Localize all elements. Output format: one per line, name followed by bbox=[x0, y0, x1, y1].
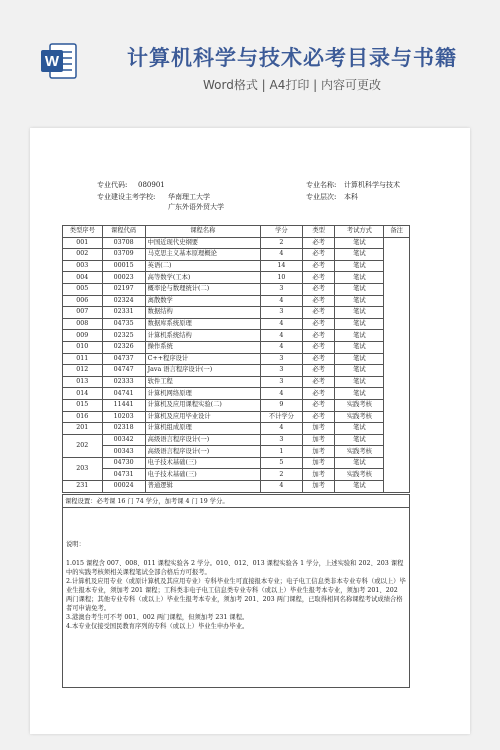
cell-credit: 5 bbox=[260, 457, 302, 469]
cell-credit: 9 bbox=[260, 399, 302, 411]
cell-exam-method: 笔试 bbox=[335, 237, 384, 249]
cell-course-name: 马克思主义基本原理概论 bbox=[145, 249, 260, 261]
level-label: 专业层次: bbox=[306, 193, 337, 201]
cell-code: 02324 bbox=[102, 295, 145, 307]
cell-exam-method: 笔试 bbox=[335, 318, 384, 330]
cell-exam-method: 笔试 bbox=[335, 295, 384, 307]
word-document-icon bbox=[38, 40, 80, 82]
major-code-value: 080901 bbox=[138, 181, 165, 189]
table-row bbox=[63, 423, 410, 435]
table-row bbox=[63, 295, 410, 307]
table-row bbox=[63, 365, 410, 377]
cell-kind: 必考 bbox=[302, 260, 335, 272]
cell-code: 04747 bbox=[102, 365, 145, 377]
cell-course-name: 计算机系统结构 bbox=[145, 330, 260, 342]
table-row bbox=[63, 318, 410, 330]
cell-type-no: 012 bbox=[63, 365, 103, 377]
cell-type-no: 231 bbox=[63, 481, 103, 493]
cell-course-name: 离散数学 bbox=[145, 295, 260, 307]
cell-exam-method: 笔试 bbox=[335, 330, 384, 342]
cell-kind: 加考 bbox=[302, 457, 335, 469]
cell-course-name: 中国近现代史纲要 bbox=[145, 237, 260, 249]
table-header-row bbox=[63, 226, 410, 238]
cell-kind: 加考 bbox=[302, 434, 335, 446]
table-row bbox=[63, 307, 410, 319]
table-row bbox=[63, 457, 410, 469]
course-settings-summary: 课程设置：必考课 16 门 74 学分，加考课 4 门 19 学分。 bbox=[62, 494, 410, 508]
cell-exam-method: 笔试 bbox=[335, 353, 384, 365]
table-row bbox=[63, 434, 410, 446]
cell-exam-method: 笔试 bbox=[335, 365, 384, 377]
cell-type-no: 002 bbox=[63, 249, 103, 261]
cell-credit: 4 bbox=[260, 423, 302, 435]
cell-code: 04735 bbox=[102, 318, 145, 330]
cell-code: 00015 bbox=[102, 260, 145, 272]
cell-kind: 必考 bbox=[302, 283, 335, 295]
cell-kind: 必考 bbox=[302, 249, 335, 261]
cell-code: 04730 bbox=[102, 457, 145, 469]
cell-code: 00024 bbox=[102, 481, 145, 493]
cell-kind: 必考 bbox=[302, 365, 335, 377]
header-type-no: 类型序号 bbox=[63, 226, 103, 238]
school-label: 专业建设主考学校: bbox=[97, 193, 156, 201]
cell-course-name: 电子技术基础(三) bbox=[145, 469, 260, 481]
cell-exam-method: 笔试 bbox=[335, 272, 384, 284]
table-row bbox=[63, 353, 410, 365]
cell-type-no: 201 bbox=[63, 423, 103, 435]
table-row bbox=[63, 399, 410, 411]
cell-kind: 加考 bbox=[302, 423, 335, 435]
cell-credit: 3 bbox=[260, 307, 302, 319]
cell-kind: 必考 bbox=[302, 330, 335, 342]
cell-course-name: 电子技术基础(三) bbox=[145, 457, 260, 469]
cell-course-name: 计算机及应用课程实验(二) bbox=[145, 399, 260, 411]
cell-kind: 必考 bbox=[302, 307, 335, 319]
cell-course-name: 计算机网络原理 bbox=[145, 388, 260, 400]
table-row bbox=[63, 283, 410, 295]
header-course-name: 课程名称 bbox=[145, 226, 260, 238]
cell-exam-method: 实践考核 bbox=[335, 446, 384, 458]
cell-kind: 必考 bbox=[302, 341, 335, 353]
note-item-1: 1.015 课程含 007、008、011 课程实验各 2 学分。010、012、013 课程实验各 1 学分，上述实验和 202、203 课程中的实践考核须相关课程笔试全部合格后方可报考。 bbox=[66, 560, 404, 576]
cell-code: 02318 bbox=[102, 423, 145, 435]
cell-course-name: 高级语言程序设计(一) bbox=[145, 446, 260, 458]
cell-exam-method: 笔试 bbox=[335, 260, 384, 272]
cell-credit: 4 bbox=[260, 330, 302, 342]
header-remark: 备注 bbox=[384, 226, 410, 238]
cell-kind: 必考 bbox=[302, 237, 335, 249]
cell-code: 02326 bbox=[102, 341, 145, 353]
cell-type-no: 016 bbox=[63, 411, 103, 423]
cell-remark bbox=[384, 237, 410, 492]
cell-type-no: 007 bbox=[63, 307, 103, 319]
major-name-value: 计算机科学与技术 bbox=[344, 181, 400, 189]
cell-course-name: 数据结构 bbox=[145, 307, 260, 319]
cell-course-name: 数据库系统原理 bbox=[145, 318, 260, 330]
cell-credit: 4 bbox=[260, 249, 302, 261]
note-item-3: 3.港澳台考生可不考 001、002 两门课程，但须加考 231 课程。 bbox=[66, 614, 249, 621]
cell-exam-method: 笔试 bbox=[335, 283, 384, 295]
word-icon-letter: W bbox=[44, 53, 60, 70]
cell-exam-method: 实践考核 bbox=[335, 399, 384, 411]
cell-type-no: 010 bbox=[63, 341, 103, 353]
table-row bbox=[63, 341, 410, 353]
cell-exam-method: 笔试 bbox=[335, 423, 384, 435]
notes-section bbox=[66, 540, 406, 631]
table-row bbox=[63, 388, 410, 400]
cell-course-name: 高等数学(工本) bbox=[145, 272, 260, 284]
cell-course-name: Java 语言程序设计(一) bbox=[145, 365, 260, 377]
cell-exam-method: 实践考核 bbox=[335, 411, 384, 423]
cell-course-name: 英语(二) bbox=[145, 260, 260, 272]
cell-exam-method: 笔试 bbox=[335, 341, 384, 353]
cell-type-no: 005 bbox=[63, 283, 103, 295]
level-value: 本科 bbox=[344, 193, 358, 201]
cell-course-name: 概率论与数理统计(二) bbox=[145, 283, 260, 295]
cell-course-name: 计算机及应用毕业设计 bbox=[145, 411, 260, 423]
cell-exam-method: 笔试 bbox=[335, 481, 384, 493]
cell-course-name: 软件工程 bbox=[145, 376, 260, 388]
cell-type-no: 008 bbox=[63, 318, 103, 330]
table-row bbox=[63, 237, 410, 249]
notes-label: 说明： bbox=[66, 541, 85, 548]
cell-credit: 3 bbox=[260, 283, 302, 295]
cell-kind: 加考 bbox=[302, 481, 335, 493]
cell-kind: 必考 bbox=[302, 318, 335, 330]
table-row bbox=[63, 469, 410, 481]
cell-exam-method: 笔试 bbox=[335, 307, 384, 319]
cell-credit: 3 bbox=[260, 365, 302, 377]
cell-code: 11441 bbox=[102, 399, 145, 411]
cell-credit: 4 bbox=[260, 318, 302, 330]
cell-code: 03709 bbox=[102, 249, 145, 261]
cell-kind: 必考 bbox=[302, 411, 335, 423]
cell-type-no: 009 bbox=[63, 330, 103, 342]
cell-credit: 2 bbox=[260, 237, 302, 249]
cell-code: 03708 bbox=[102, 237, 145, 249]
cell-code: 04741 bbox=[102, 388, 145, 400]
cell-type-no: 014 bbox=[63, 388, 103, 400]
cell-credit: 1 bbox=[260, 446, 302, 458]
cell-credit: 2 bbox=[260, 469, 302, 481]
cell-code: 02331 bbox=[102, 307, 145, 319]
cell-credit: 4 bbox=[260, 388, 302, 400]
cell-kind: 必考 bbox=[302, 272, 335, 284]
cell-type-no: 006 bbox=[63, 295, 103, 307]
cell-type-no: 004 bbox=[63, 272, 103, 284]
major-code-label: 专业代码: bbox=[97, 181, 128, 189]
table-row bbox=[63, 249, 410, 261]
cell-credit: 4 bbox=[260, 481, 302, 493]
table-row bbox=[63, 481, 410, 493]
cell-exam-method: 笔试 bbox=[335, 249, 384, 261]
cell-type-no: 001 bbox=[63, 237, 103, 249]
cell-code: 00342 bbox=[102, 434, 145, 446]
header-kind: 类型 bbox=[302, 226, 335, 238]
cell-kind: 加考 bbox=[302, 469, 335, 481]
cell-credit: 4 bbox=[260, 341, 302, 353]
note-item-2: 2.计算机及应用专业（或原计算机及其应用专业）专科毕业生可直接报本专业；电子电工信息类非本专业专科（或以上）毕业生报本专业，须加考 201 课程；工科类非电子电工信息类专业专科（或以上）毕业生报考本专业，须加考 201、202 两门课程；其他专业专科（或以上）毕业生报考本专业，须加考 201、203 两门课程，已取得相同名称课程考试成绩合格者可申请免考。 bbox=[66, 578, 406, 612]
cell-exam-method: 笔试 bbox=[335, 457, 384, 469]
table-row bbox=[63, 411, 410, 423]
cell-code: 00343 bbox=[102, 446, 145, 458]
note-item-4: 4.本专业仅接受国民教育序列的专科（或以上）毕业生申办毕业。 bbox=[66, 623, 249, 630]
cell-exam-method: 笔试 bbox=[335, 434, 384, 446]
header bbox=[0, 0, 500, 110]
cell-credit: 14 bbox=[260, 260, 302, 272]
cell-kind: 必考 bbox=[302, 388, 335, 400]
cell-type-no: 202 bbox=[63, 434, 103, 457]
course-table-body bbox=[63, 237, 410, 492]
table-row bbox=[63, 376, 410, 388]
table-row bbox=[63, 446, 410, 458]
table-row bbox=[63, 272, 410, 284]
cell-kind: 必考 bbox=[302, 353, 335, 365]
header-credit: 学分 bbox=[260, 226, 302, 238]
header-code: 课程代码 bbox=[102, 226, 145, 238]
cell-type-no: 203 bbox=[63, 457, 103, 480]
cell-exam-method: 实践考核 bbox=[335, 469, 384, 481]
header-exam-method: 考试方式 bbox=[335, 226, 384, 238]
major-name-label: 专业名称: bbox=[306, 181, 337, 189]
cell-code: 04731 bbox=[102, 469, 145, 481]
cell-code: 02333 bbox=[102, 376, 145, 388]
cell-type-no: 015 bbox=[63, 399, 103, 411]
cell-exam-method: 笔试 bbox=[335, 388, 384, 400]
cell-credit: 10 bbox=[260, 272, 302, 284]
cell-course-name: 计算机组成原理 bbox=[145, 423, 260, 435]
cell-kind: 加考 bbox=[302, 446, 335, 458]
table-row bbox=[63, 260, 410, 272]
cell-kind: 必考 bbox=[302, 295, 335, 307]
cell-code: 02325 bbox=[102, 330, 145, 342]
cell-credit: 不计学分 bbox=[260, 411, 302, 423]
cell-course-name: 操作系统 bbox=[145, 341, 260, 353]
cell-course-name: 高级语言程序设计(一) bbox=[145, 434, 260, 446]
cell-code: 00023 bbox=[102, 272, 145, 284]
table-row bbox=[63, 330, 410, 342]
cell-code: 04737 bbox=[102, 353, 145, 365]
course-table bbox=[62, 225, 410, 493]
cell-credit: 3 bbox=[260, 434, 302, 446]
page-subtitle: Word格式 | A4打印 | 内容可更改 bbox=[202, 78, 382, 92]
school-value-1: 华南理工大学 bbox=[168, 193, 210, 201]
cell-type-no: 011 bbox=[63, 353, 103, 365]
cell-type-no: 003 bbox=[63, 260, 103, 272]
cell-credit: 3 bbox=[260, 353, 302, 365]
cell-course-name: C++程序设计 bbox=[145, 353, 260, 365]
school-value-2: 广东外语外贸大学 bbox=[168, 203, 224, 211]
page-title: 计算机科学与技术必考目录与书籍 bbox=[127, 46, 457, 70]
cell-exam-method: 笔试 bbox=[335, 376, 384, 388]
cell-code: 10203 bbox=[102, 411, 145, 423]
cell-course-name: 普通逻辑 bbox=[145, 481, 260, 493]
cell-credit: 4 bbox=[260, 295, 302, 307]
cell-type-no: 013 bbox=[63, 376, 103, 388]
cell-credit: 3 bbox=[260, 376, 302, 388]
cell-kind: 必考 bbox=[302, 376, 335, 388]
cell-code: 02197 bbox=[102, 283, 145, 295]
cell-kind: 必考 bbox=[302, 399, 335, 411]
